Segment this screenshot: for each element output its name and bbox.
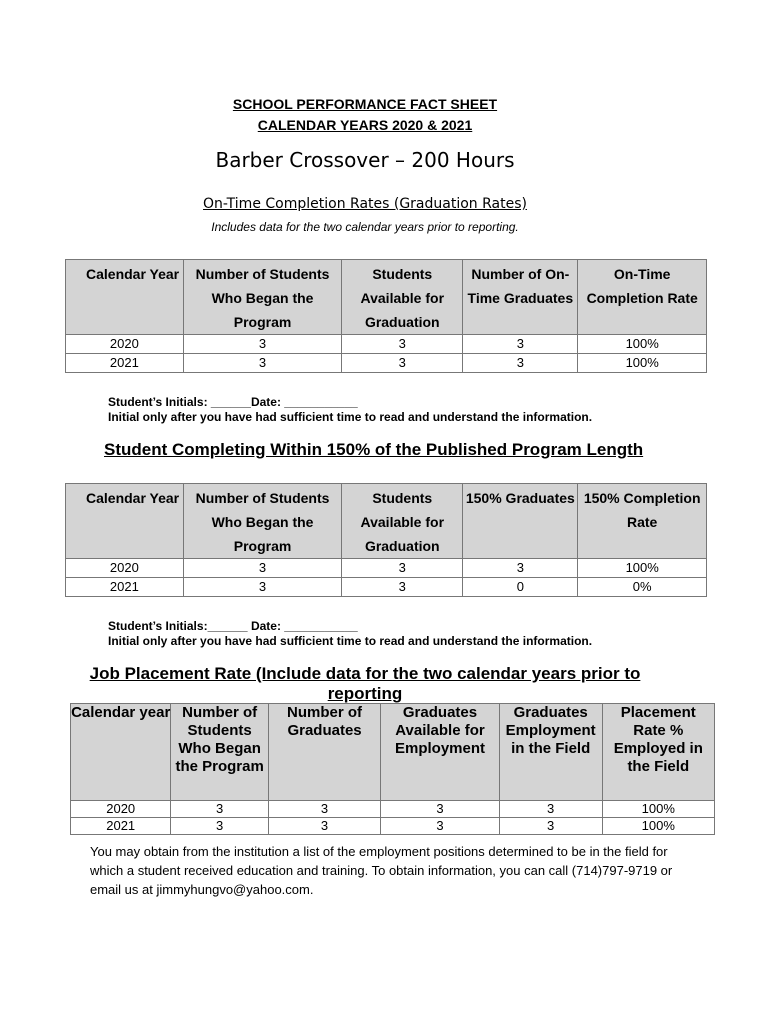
col-students-available: Students Available for Graduation	[342, 484, 463, 559]
col-students-available: Students Available for Graduation	[342, 260, 463, 335]
col-employed-field: Graduates Employment in the Field	[499, 704, 602, 801]
col-calendar-year: Calendar Year	[66, 260, 184, 335]
cell-available: 3	[342, 578, 463, 597]
col-ontime-graduates: Number of On-Time Graduates	[463, 260, 578, 335]
cell-rate: 100%	[578, 335, 707, 354]
cell-available: 3	[342, 335, 463, 354]
table-header-row	[66, 260, 707, 335]
table-row	[71, 801, 715, 818]
cell-available: 3	[342, 559, 463, 578]
col-students-began: Number of Students Who Began the Program	[183, 484, 341, 559]
cell-began: 3	[183, 335, 341, 354]
fact-sheet-header	[0, 94, 730, 136]
cell-graduates: 3	[463, 335, 578, 354]
cell-began: 3	[171, 801, 268, 818]
col-calendar-year: Calendar Year	[66, 484, 184, 559]
cell-graduates: 3	[268, 818, 380, 835]
table-row	[66, 335, 707, 354]
col-150-rate: 150% Completion Rate	[578, 484, 707, 559]
placement-heading-line-2: reporting	[327, 684, 403, 703]
cell-employed: 3	[499, 801, 602, 818]
ontime-table	[65, 259, 707, 373]
placement-heading-line-1: Job Placement Rate (Include data for the two calendar years prior to	[89, 664, 641, 683]
cell-graduates: 3	[463, 559, 578, 578]
cell-graduates: 0	[463, 578, 578, 597]
within150-heading: Student Completing Within 150% of the Published Program Length	[104, 440, 644, 459]
cell-available: 3	[381, 801, 500, 818]
cell-began: 3	[183, 578, 341, 597]
cell-rate: 100%	[578, 354, 707, 373]
ontime-heading: On-Time Completion Rates (Graduation Rates)	[203, 196, 527, 212]
placement-table	[70, 703, 715, 835]
table-header-row	[66, 484, 707, 559]
table-header-row	[71, 704, 715, 801]
cell-rate: 100%	[602, 801, 714, 818]
cell-began: 3	[171, 818, 268, 835]
col-ontime-rate: On-Time Completion Rate	[578, 260, 707, 335]
header-line-2: CALENDAR YEARS 2020 & 2021	[257, 117, 473, 133]
col-students-began: Number of Students Who Began the Program	[171, 704, 268, 801]
cell-available: 3	[381, 818, 500, 835]
cell-available: 3	[342, 354, 463, 373]
within150-table	[65, 483, 707, 597]
cell-year: 2020	[66, 559, 184, 578]
program-title: Barber Crossover – 200 Hours	[215, 148, 515, 172]
cell-graduates: 3	[463, 354, 578, 373]
cell-rate: 100%	[578, 559, 707, 578]
col-graduates: Number of Graduates	[268, 704, 380, 801]
ontime-initials-block	[108, 395, 592, 425]
placement-heading	[60, 664, 670, 704]
col-available-employment: Graduates Available for Employment	[381, 704, 500, 801]
table-row	[66, 354, 707, 373]
ontime-note: Includes data for the two calendar years prior to reporting.	[211, 220, 519, 234]
cell-year: 2021	[66, 578, 184, 597]
table-row	[71, 818, 715, 835]
cell-employed: 3	[499, 818, 602, 835]
initials-note: Initial only after you have had sufficient time to read and understand the information.	[108, 634, 593, 648]
cell-year: 2021	[71, 818, 171, 835]
table-row	[66, 559, 707, 578]
initials-line: Student’s Initials: ______Date: ___________	[108, 395, 358, 409]
initials-note: Initial only after you have had sufficient time to read and understand the information.	[108, 410, 593, 424]
cell-graduates: 3	[268, 801, 380, 818]
header-line-1: SCHOOL PERFORMANCE FACT SHEET	[232, 96, 498, 112]
cell-year: 2020	[71, 801, 171, 818]
col-calendar-year: Calendar year	[71, 704, 171, 801]
cell-year: 2021	[66, 354, 184, 373]
cell-rate: 0%	[578, 578, 707, 597]
col-150-graduates: 150% Graduates	[463, 484, 578, 559]
col-students-began: Number of Students Who Began the Program	[183, 260, 341, 335]
table-row	[66, 578, 707, 597]
cell-began: 3	[183, 559, 341, 578]
within150-initials-block	[108, 619, 592, 649]
placement-note: You may obtain from the institution a list of the employment positions determined to be in the field for which a student received education and training. To obtain information, you can call (714)797-9719 or email us at jimmyhungvo@yahoo.com.	[90, 844, 673, 897]
cell-year: 2020	[66, 335, 184, 354]
initials-line: Student’s Initials:______ Date: ___________	[108, 619, 358, 633]
col-placement-rate: Placement Rate % Employed in the Field	[602, 704, 714, 801]
cell-rate: 100%	[602, 818, 714, 835]
cell-began: 3	[183, 354, 341, 373]
